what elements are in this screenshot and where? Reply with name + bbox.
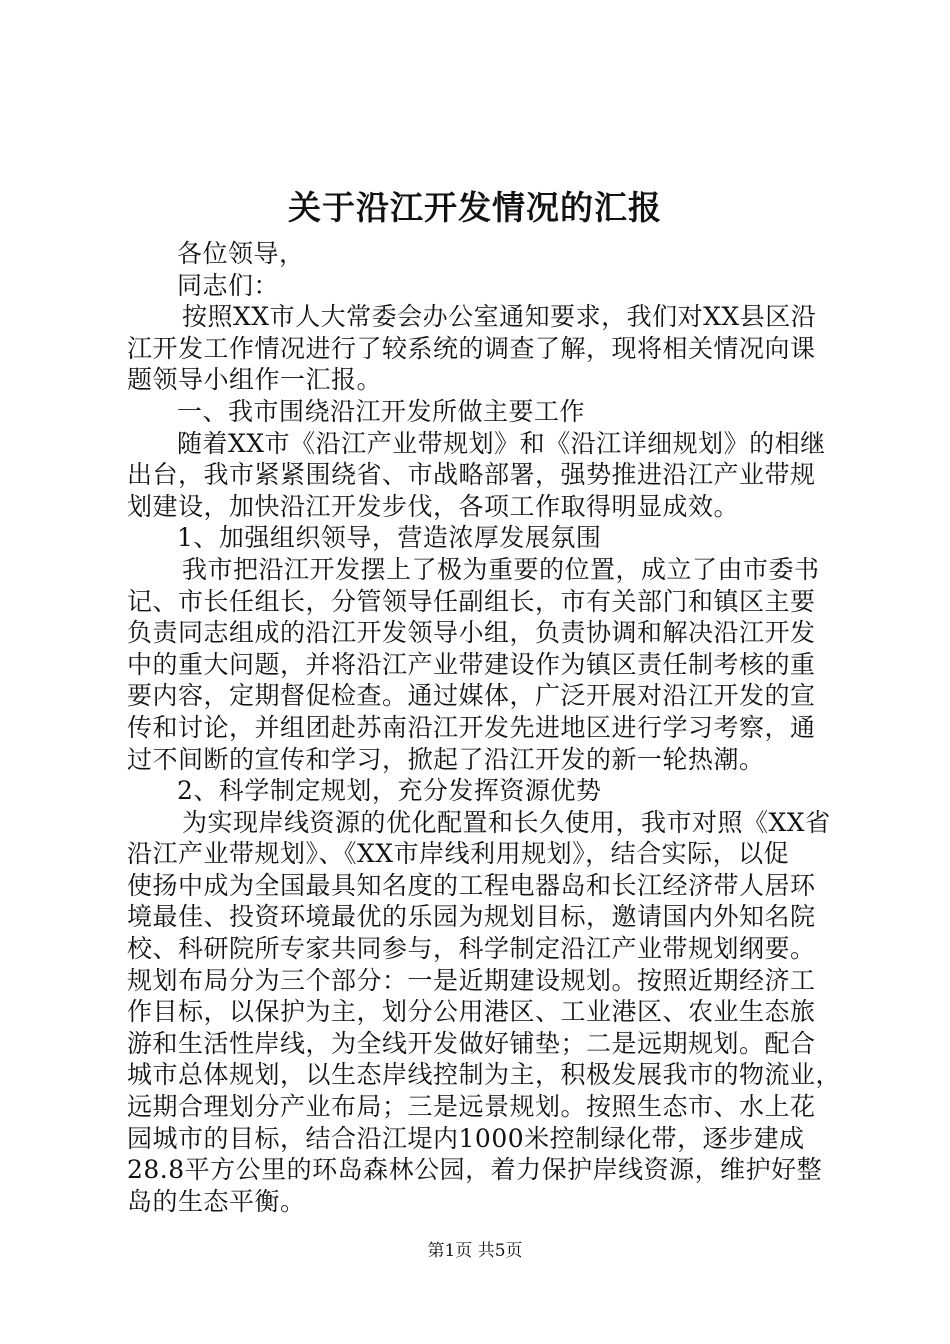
paragraph-line: 要内容，定期督促检查。通过媒体，广泛开展对沿江开发的宣 <box>127 681 816 711</box>
paragraph-line: 记、市长任组长，分管领导任副组长，市有关部门和镇区主要 <box>127 586 816 616</box>
paragraph-line: 传和讨论，并组团赴苏南沿江开发先进地区进行学习考察，通 <box>127 712 816 742</box>
paragraph-line: 过不间断的宣传和学习，掀起了沿江开发的新一轮热潮。 <box>127 744 765 774</box>
paragraph-line: 我市把沿江开发摆上了极为重要的位置，成立了由市委书 <box>182 554 820 584</box>
paragraph-line: 江开发工作情况进行了较系统的调查了解，现将相关情况向课 <box>127 333 816 363</box>
paragraph-line: 境最佳、投资环境最优的乐园为规划目标，邀请国内外知名院 <box>127 902 816 932</box>
paragraph-line: 远期合理划分产业布局；三是远景规划。按照生态市、水上花 <box>127 1092 816 1122</box>
paragraph-line: 按照XX市人大常委会办公室通知要求，我们对XX县区沿 <box>182 302 817 332</box>
paragraph-line: 沿江产业带规划》、《XX市岸线利用规划》，结合实际，以促 <box>127 839 790 869</box>
section-heading: 一、我市围绕沿江开发所做主要工作 <box>177 396 586 426</box>
page-footer: 第1页 共5页 <box>427 1241 523 1261</box>
paragraph-line: 中的重大问题，并将沿江产业带建设作为镇区责任制考核的重 <box>127 649 816 679</box>
paragraph-line: 出台，我市紧紧围绕省、市战略部署，强势推进沿江产业带规 <box>127 460 816 490</box>
paragraph-line: 校、科研院所专家共同参与，科学制定沿江产业带规划纲要。 <box>127 934 816 964</box>
paragraph-line: 游和生活性岸线，为全线开发做好铺垫；二是远期规划。配合 <box>127 1028 816 1058</box>
salutation-line: 各位领导， <box>177 239 305 268</box>
document-title: 关于沿江开发情况的汇报 <box>288 188 662 227</box>
paragraph-line: 岛的生态平衡。 <box>127 1186 306 1216</box>
paragraph-line: 作目标，以保护为主，划分公用港区、工业港区、农业生态旅 <box>127 997 816 1027</box>
paragraph-line: 规划布局分为三个部分：一是近期建设规划。按照近期经济工 <box>127 965 816 995</box>
paragraph-line: 负责同志组成的沿江开发领导小组，负责协调和解决沿江开发 <box>127 618 816 648</box>
paragraph-line: 题领导小组作一汇报。 <box>127 365 383 395</box>
paragraph-line: 划建设，加快沿江开发步伐，各项工作取得明显成效。 <box>127 491 740 521</box>
paragraph-line: 使扬中成为全国最具知名度的工程电器岛和长江经济带人居环 <box>127 870 816 900</box>
salutation-line: 同志们： <box>177 270 280 300</box>
paragraph-line: 园城市的目标，结合沿江堤内1000米控制绿化带，逐步建成 <box>127 1123 805 1153</box>
paragraph-line: 随着XX市《沿江产业带规划》和《沿江详细规划》的相继 <box>177 428 826 458</box>
paragraph-line: 28.8平方公里的环岛森林公园，着力保护岸线资源，维护好整 <box>127 1155 823 1185</box>
paragraph-line: 为实现岸线资源的优化配置和长久使用，我市对照《XX省 <box>182 807 831 837</box>
document-body <box>127 238 842 1217</box>
paragraph-line: 城市总体规划，以生态岸线控制为主，积极发展我市的物流业， <box>127 1060 842 1090</box>
subsection-heading: 2、科学制定规划，充分发挥资源优势 <box>177 776 602 806</box>
subsection-heading: 1、加强组织领导，营造浓厚发展氛围 <box>177 523 602 553</box>
